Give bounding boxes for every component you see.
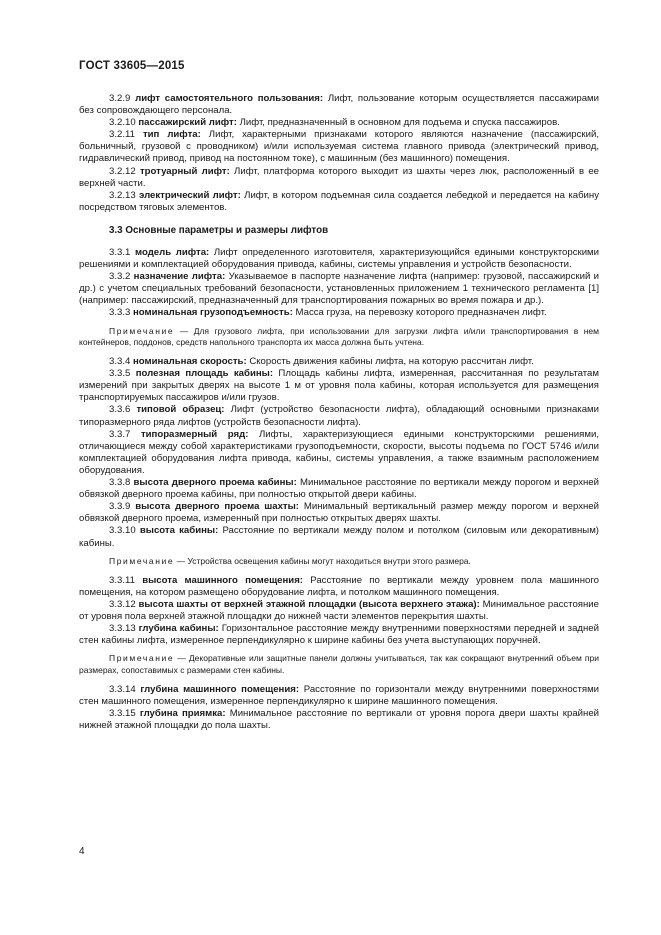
definition-term: электрический лифт: xyxy=(139,189,241,201)
definition-number: 3.3.1 xyxy=(109,246,131,258)
definition-number: 3.3.7 xyxy=(109,428,131,440)
definition-text: Минимальный вертикальный размер между порогом и верхней обвязкой дверного проема, измеренный при полностью открытых дверях шахты. xyxy=(79,501,600,525)
definition-text: Расстояние по горизонтали между внутренними поверхностями стен машинного помещения, измеренное перпендикулярно к ширине машинного помещения. xyxy=(79,684,600,708)
definition-item xyxy=(79,307,599,319)
definition-item xyxy=(79,166,599,190)
definition-term: типоразмерный ряд: xyxy=(140,428,249,440)
document-header: ГОСТ 33605—2015 xyxy=(79,60,185,72)
definition-item xyxy=(79,404,599,428)
definition-term: полезная площадь кабины: xyxy=(135,368,274,380)
definition-item xyxy=(79,429,599,477)
definition-text: Масса груза, на перевозку которого предназначен лифт. xyxy=(295,307,547,319)
definition-text: Минимальное расстояние от уровня пола верхней этажной площадки до нижней части элементов перекрытия шахты. xyxy=(79,599,599,623)
definition-item xyxy=(79,684,599,708)
definition-item xyxy=(79,623,599,647)
definition-term: пассажирский лифт: xyxy=(138,117,237,129)
definition-number: 3.2.12 xyxy=(109,165,136,177)
note xyxy=(79,326,599,349)
definition-number: 3.3.8 xyxy=(109,477,131,489)
definition-item xyxy=(79,525,599,549)
definition-item xyxy=(79,93,599,117)
page-number: 4 xyxy=(79,846,85,857)
definition-term: типовой образец: xyxy=(136,404,225,416)
definition-term: высота шахты от верхней этажной площадки (высота верхнего этажа): xyxy=(138,599,480,611)
definition-number: 3.3.14 xyxy=(109,684,136,696)
definition-text: Расстояние по вертикали между полом и потолком (силовым или декоративным) кабины. xyxy=(79,525,599,549)
definition-text: Минимальное расстояние по вертикали от уровня порога двери шахты крайней нижней этажной площадки до пола шахты. xyxy=(79,708,600,732)
definition-number: 3.3.10 xyxy=(109,525,136,537)
definition-term: высота дверного проема шахты: xyxy=(135,501,299,513)
note-label: Примечание xyxy=(109,325,175,336)
definition-number: 3.2.11 xyxy=(109,129,135,141)
definition-number: 3.3.3 xyxy=(109,307,131,319)
definition-text: Лифт, в котором подъемная сила создается лебедкой и передается на кабину посредством тяговых элементов. xyxy=(79,189,600,213)
definition-term: высота машинного помещения: xyxy=(142,574,303,586)
definition-item xyxy=(79,247,599,271)
section-heading xyxy=(79,225,599,237)
section-title: Основные параметры и размеры лифтов xyxy=(125,224,329,236)
definition-number: 3.3.9 xyxy=(109,501,131,513)
definition-text: Лифты, характеризующиеся едиными конструкторскими решениями, отличающиеся между собой характеристиками грузоподъемности, скорости, высоты подъема по ГОСТ 5746 и/или комплектацией оборудования лифта привода, кабины, системы управления, а также взаимным расположением оборудования. xyxy=(79,428,599,476)
definition-number: 3.2.10 xyxy=(109,117,136,129)
definition-text: Лифт (устройство безопасности лифта), обладающий основными признаками типоразмерного ряда лифтов (устройств безопасности лифта). xyxy=(79,404,600,428)
definition-item xyxy=(79,117,599,129)
note xyxy=(79,653,599,676)
definition-term: глубина приямка: xyxy=(139,708,226,720)
definition-number: 3.3.6 xyxy=(109,404,131,416)
note-label: Примечание xyxy=(109,653,175,664)
definition-number: 3.3.4 xyxy=(109,356,131,368)
definition-term: тротуарный лифт: xyxy=(139,165,230,177)
note-text: — Для грузового лифта, при использовании для загрузки лифта и/или транспортирования в нем контейнеров, поддонов, средств напольного транспорта их масса должна быть учтена. xyxy=(79,325,599,347)
definition-text: Расстояние по вертикали между уровнем пола машинного помещения, на котором размещено оборудование лифта, и потолком машинного помещения. xyxy=(79,574,599,598)
definition-term: глубина машинного помещения: xyxy=(140,684,300,696)
definition-text: Лифт, платформа которого выходит из шахты через люк, расположенный в ее верхней части. xyxy=(79,165,599,189)
definition-term: глубина кабины: xyxy=(138,623,219,635)
definition-text: Лифт, предназначенный в основном для подъема и спуска пассажиров. xyxy=(239,117,560,129)
note-text: — Декоративные или защитные панели должны учитываться, так как сокращают внутренний объем при размерах, сопоставимых с размерами стен кабины. xyxy=(79,653,599,675)
definition-term: высота кабины: xyxy=(139,525,219,537)
note-text: — Устройства освещения кабины могут находиться внутри этого размера. xyxy=(176,555,471,566)
definition-term: модель лифта: xyxy=(134,246,210,258)
definition-item xyxy=(79,501,599,525)
definition-number: 3.3.15 xyxy=(109,708,136,720)
definition-number: 3.3.13 xyxy=(109,623,136,635)
definition-item xyxy=(79,129,599,165)
document-body xyxy=(79,93,599,732)
definition-text: Указываемое в паспорте назначение лифта (например: грузовой, пассажирский и др.) с учетом специальных требований безопасности, установленных приложением 1 технического регламента [1] (например: пассажирский, предназначенный для транспортирования пожарных во время пожара и др.). xyxy=(79,271,599,307)
definition-term: тип лифта: xyxy=(142,129,201,141)
definition-text: Лифт, пользование которым осуществляется пассажирами без сопровождающего персонала. xyxy=(79,93,599,117)
definition-item xyxy=(79,708,599,732)
definition-item xyxy=(79,271,599,307)
definition-item xyxy=(79,599,599,623)
definition-item xyxy=(79,190,599,214)
definition-term: номинальная грузоподъемность: xyxy=(133,307,293,319)
definition-item xyxy=(79,477,599,501)
definition-number: 3.3.5 xyxy=(109,368,131,380)
definition-number: 3.3.11 xyxy=(109,574,135,586)
definition-number: 3.3.12 xyxy=(109,599,136,611)
definition-number: 3.3.2 xyxy=(109,271,131,283)
definition-number: 3.2.9 xyxy=(109,93,131,104)
definition-text: Площадь кабины лифта, измеренная, рассчитанная по результатам измерений при закрытых дверях на высоте 1 м от уровня пола кабины, которая используется для размещения транспортируемых пассажиров и/или грузов. xyxy=(79,368,599,404)
definition-term: лифт самостоятельного пользования: xyxy=(135,93,324,104)
definition-text: Лифт определенного изготовителя, характеризующийся едиными конструкторскими решениями и комплектацией оборудования привода, кабины, системы управления и устройств безопасности. xyxy=(79,246,600,271)
definition-text: Скорость движения кабины лифта, на которую рассчитан лифт. xyxy=(249,356,534,368)
definition-item xyxy=(79,575,599,599)
definition-text: Минимальное расстояние по вертикали между порогом и верхней обвязкой дверного проема кабины, при полностью открытой двери кабины. xyxy=(79,477,599,501)
note-label: Примечание xyxy=(109,555,175,566)
definition-text: Горизонтальное расстояние между внутренними поверхностями передней и задней стен кабины лифта, измеренное перпендикулярно к ширине кабины без учета выступающих поручней. xyxy=(79,623,599,647)
definition-text: Лифт, характерными признаками которого являются назначение (пассажирский, больничный, грузовой с проводником) и/или используемая система главного привода (электрический привод, гидравлический привод, привод на постоянном токе), с машинным (без машинного) помещения. xyxy=(79,129,599,165)
definition-term: высота дверного проема кабины: xyxy=(133,477,297,489)
section-number: 3.3 xyxy=(109,224,123,236)
definition-item xyxy=(79,356,599,368)
definition-number: 3.2.13 xyxy=(109,189,136,201)
definition-item xyxy=(79,368,599,404)
note xyxy=(79,556,599,567)
definition-term: назначение лифта: xyxy=(133,271,226,283)
definition-term: номинальная скорость: xyxy=(133,356,247,368)
